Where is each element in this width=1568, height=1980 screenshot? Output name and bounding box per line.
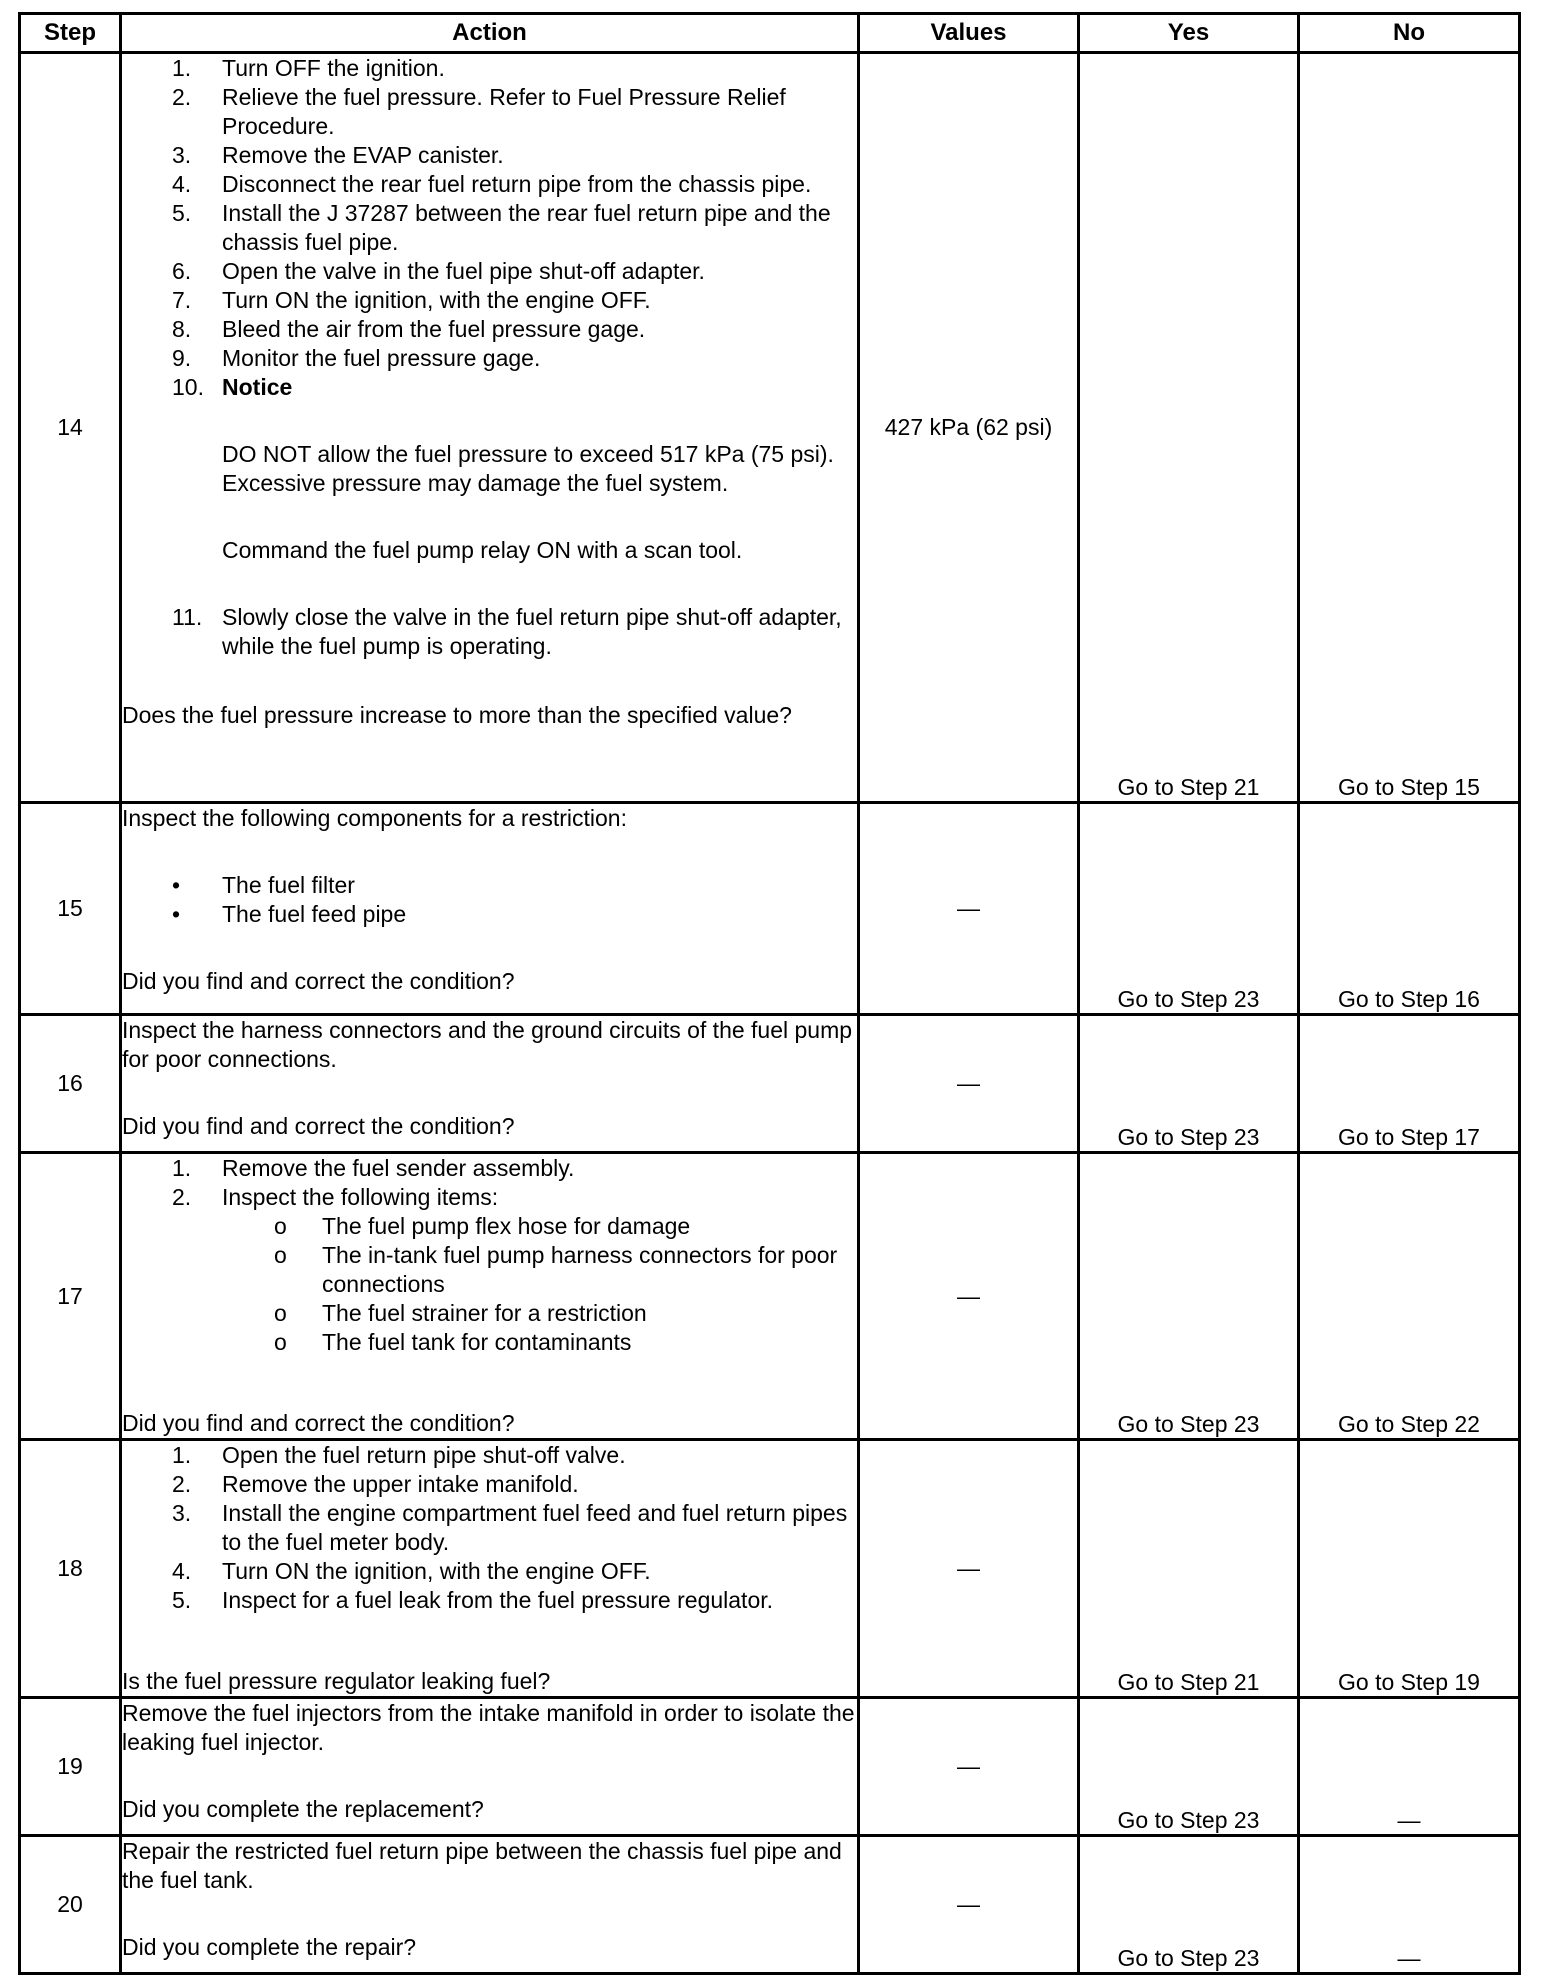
action-cell — [121, 1440, 859, 1698]
yes-cell: Go to Step 23 — [1079, 1153, 1299, 1440]
list-item — [122, 1154, 857, 1183]
item-number: 2. — [172, 1471, 192, 1497]
action-cell — [121, 1015, 859, 1153]
numbered-list — [122, 54, 857, 661]
question-text: Did you complete the replacement? — [122, 1796, 484, 1822]
header-no: No — [1299, 14, 1520, 53]
item-number: 10. — [172, 374, 204, 400]
item-number: 1. — [172, 55, 192, 81]
item-text: Bleed the air from the fuel pressure gage. — [222, 316, 646, 342]
list-item — [122, 1441, 857, 1470]
intro-text: Repair the restricted fuel return pipe between the chassis fuel pipe and the fuel tank. — [122, 1838, 842, 1893]
sub-list-item — [122, 1241, 857, 1299]
item-text: Remove the upper intake manifold. — [222, 1471, 579, 1497]
list-item — [122, 257, 857, 286]
list-item — [122, 373, 857, 565]
question-text: Did you complete the repair? — [122, 1934, 417, 1960]
item-number: 1. — [172, 1442, 192, 1468]
intro-text: Remove the fuel injectors from the intake manifold in order to isolate the leaking fuel injector. — [122, 1700, 855, 1755]
list-item — [122, 871, 857, 900]
sub-bullet: o — [274, 1300, 287, 1326]
list-item — [122, 603, 857, 661]
header-yes: Yes — [1079, 14, 1299, 53]
step-row-18 — [20, 1440, 1520, 1698]
list-item — [122, 141, 857, 170]
item-text: The in-tank fuel pump harness connectors for poor connections — [322, 1242, 838, 1297]
item-text: The fuel strainer for a restriction — [322, 1300, 647, 1326]
sub-bullet: o — [274, 1213, 287, 1239]
item-text: The fuel filter — [222, 872, 355, 898]
no-cell: — — [1299, 1836, 1520, 1974]
item-text: Slowly close the valve in the fuel return pipe shut-off adapter, while the fuel pump is operating. — [222, 604, 842, 659]
list-item — [122, 54, 857, 83]
yes-cell: Go to Step 23 — [1079, 1015, 1299, 1153]
item-number: 2. — [172, 1184, 192, 1210]
list-item — [122, 1183, 857, 1357]
item-text: Relieve the fuel pressure. Refer to Fuel Pressure Relief Procedure. — [222, 84, 786, 139]
step-row-16 — [20, 1015, 1520, 1153]
question-text: Did you find and correct the condition? — [122, 1410, 515, 1436]
step-number: 19 — [20, 1698, 121, 1836]
list-item — [122, 344, 857, 373]
list-item — [122, 170, 857, 199]
sub-list-item — [122, 1212, 857, 1241]
values-cell: — — [859, 1015, 1079, 1153]
yes-cell: Go to Step 21 — [1079, 53, 1299, 803]
item-text: Inspect the following items: — [222, 1184, 499, 1210]
intro-text: Inspect the harness connectors and the ground circuits of the fuel pump for poor connections. — [122, 1017, 853, 1072]
values-cell: — — [859, 1440, 1079, 1698]
step-number: 15 — [20, 803, 121, 1015]
values-cell: — — [859, 803, 1079, 1015]
sub-bullet: o — [274, 1329, 287, 1355]
sub-list-item — [122, 1328, 857, 1357]
yes-cell: Go to Step 23 — [1079, 803, 1299, 1015]
item-text: Remove the EVAP canister. — [222, 142, 504, 168]
item-text: Turn ON the ignition, with the engine OFF. — [222, 287, 651, 313]
question-text: Did you find and correct the condition? — [122, 1113, 515, 1139]
diagnostic-table — [18, 12, 1521, 1975]
step-number: 14 — [20, 53, 121, 803]
step-row-14 — [20, 53, 1520, 803]
sub-list — [222, 1212, 857, 1357]
item-number: 9. — [172, 345, 192, 371]
no-cell: Go to Step 15 — [1299, 53, 1520, 803]
no-cell: — — [1299, 1698, 1520, 1836]
item-text: The fuel pump flex hose for damage — [322, 1213, 691, 1239]
item-text: Inspect for a fuel leak from the fuel pressure regulator. — [222, 1587, 774, 1613]
step-row-15 — [20, 803, 1520, 1015]
bullet-glyph: • — [172, 901, 181, 927]
item-number: 7. — [172, 287, 192, 313]
item-number: 2. — [172, 84, 192, 110]
header-action: Action — [121, 14, 859, 53]
step-row-19 — [20, 1698, 1520, 1836]
item-number: 5. — [172, 200, 192, 226]
step-number: 18 — [20, 1440, 121, 1698]
item-text: The fuel feed pipe — [222, 901, 407, 927]
question-text: Did you find and correct the condition? — [122, 968, 515, 994]
no-cell: Go to Step 19 — [1299, 1440, 1520, 1698]
no-cell: Go to Step 16 — [1299, 803, 1520, 1015]
step-row-17 — [20, 1153, 1520, 1440]
yes-cell: Go to Step 23 — [1079, 1698, 1299, 1836]
notice-heading: Notice — [222, 374, 293, 400]
no-cell: Go to Step 22 — [1299, 1153, 1520, 1440]
header-step: Step — [20, 14, 121, 53]
item-text: The fuel tank for contaminants — [322, 1329, 632, 1355]
item-text: Turn ON the ignition, with the engine OFF. — [222, 1558, 651, 1584]
item-text: Remove the fuel sender assembly. — [222, 1155, 575, 1181]
item-text: Install the engine compartment fuel feed and fuel return pipes to the fuel meter body. — [222, 1500, 848, 1555]
item-text: Turn OFF the ignition. — [222, 55, 445, 81]
step-number: 20 — [20, 1836, 121, 1974]
sub-bullet: o — [274, 1242, 287, 1268]
list-item — [122, 315, 857, 344]
item-number: 8. — [172, 316, 192, 342]
list-item — [122, 1470, 857, 1499]
item-number: 6. — [172, 258, 192, 284]
sub-list-item — [122, 1299, 857, 1328]
list-item — [122, 1499, 857, 1557]
list-item — [122, 199, 857, 257]
item-text: Disconnect the rear fuel return pipe from the chassis pipe. — [222, 171, 812, 197]
yes-cell: Go to Step 23 — [1079, 1836, 1299, 1974]
step-number: 17 — [20, 1153, 121, 1440]
item-number: 1. — [172, 1155, 192, 1181]
values-cell: 427 kPa (62 psi) — [859, 53, 1079, 803]
list-item — [122, 83, 857, 141]
item-text: Open the valve in the fuel pipe shut-off adapter. — [222, 258, 705, 284]
item-number: 4. — [172, 171, 192, 197]
item-text: Monitor the fuel pressure gage. — [222, 345, 541, 371]
action-cell — [121, 53, 859, 803]
list-item — [122, 286, 857, 315]
list-item — [122, 1557, 857, 1586]
header-row — [20, 14, 1520, 53]
bullet-glyph: • — [172, 872, 181, 898]
item-number: 3. — [172, 142, 192, 168]
values-cell: — — [859, 1836, 1079, 1974]
question-text: Does the fuel pressure increase to more than the specified value? — [122, 702, 792, 728]
list-item — [122, 1586, 857, 1615]
header-values: Values — [859, 14, 1079, 53]
notice-body: DO NOT allow the fuel pressure to exceed 517 kPa (75 psi). Excessive pressure may damage the fuel system. — [222, 441, 834, 496]
item-number: 3. — [172, 1500, 192, 1526]
action-cell — [121, 1698, 859, 1836]
item-number: 5. — [172, 1587, 192, 1613]
list-item — [122, 900, 857, 929]
no-cell: Go to Step 17 — [1299, 1015, 1520, 1153]
item-number: 11. — [172, 604, 203, 630]
question-text: Is the fuel pressure regulator leaking fuel? — [122, 1668, 551, 1694]
action-cell — [121, 803, 859, 1015]
values-cell: — — [859, 1698, 1079, 1836]
item-number: 4. — [172, 1558, 192, 1584]
values-cell: — — [859, 1153, 1079, 1440]
step-number: 16 — [20, 1015, 121, 1153]
intro-text: Inspect the following components for a restriction: — [122, 805, 627, 831]
notice-command: Command the fuel pump relay ON with a scan tool. — [222, 537, 743, 563]
item-text: Install the J 37287 between the rear fuel return pipe and the chassis fuel pipe. — [222, 200, 831, 255]
action-cell — [121, 1836, 859, 1974]
yes-cell: Go to Step 21 — [1079, 1440, 1299, 1698]
action-cell — [121, 1153, 859, 1440]
step-row-20 — [20, 1836, 1520, 1974]
item-text: Open the fuel return pipe shut-off valve. — [222, 1442, 626, 1468]
